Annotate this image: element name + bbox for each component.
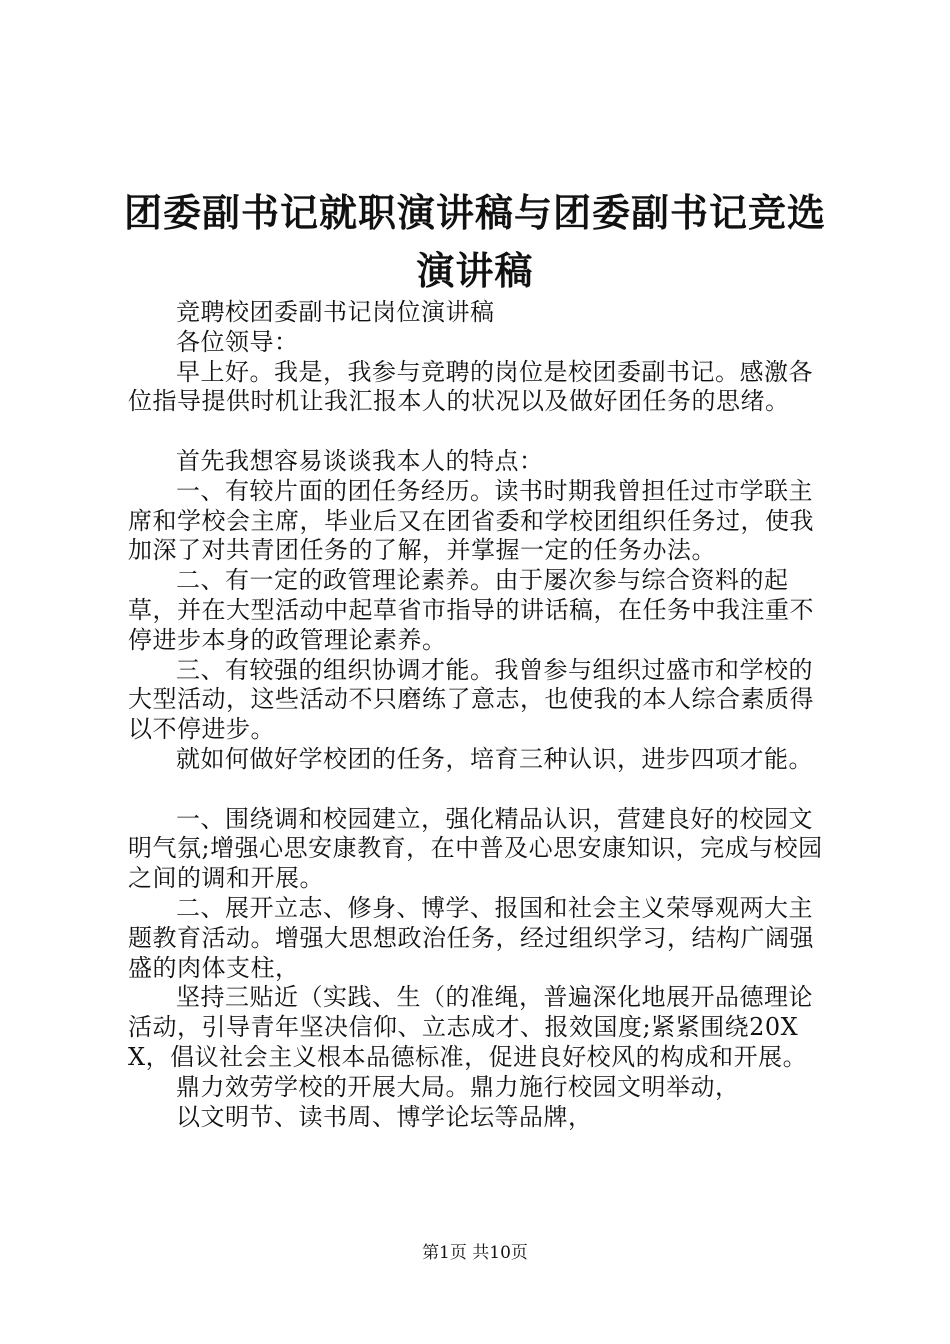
- paragraph-point-2: 二、有一定的政管理论素养。由于屡次参与综合资料的起草，并在大型活动中起草省市指导的讲话稿，在任务中我注重不停进步本身的政管理论素养。: [128, 566, 814, 654]
- document-body: [128, 298, 828, 1132]
- paragraph-plan-1: 一、围绕调和校园建立，强化精品认识，营建良好的校园文明气氛;增强心思安康教育，在中普及心思安康知识，完成与校园之间的调和开展。: [128, 804, 823, 893]
- paragraph-plan-3: 坚持三贴近（实践、生（的准绳，普遍深化地展开品德理论活动，引导青年坚决信仰、立志成才、报效国度;紧紧围绕20XX，倡议社会主义根本品德标准，促进良好校风的构成和开展。: [128, 983, 813, 1071]
- paragraph-heading: 竞聘校团委副书记岗位演讲稿: [176, 298, 495, 326]
- paragraph-salutation: 各位领导：: [176, 327, 299, 356]
- paragraph-point-1: 一、有较片面的团任务经历。读书时期我曾担任过市学联主席和学校会主席，毕业后又在团省委和学校团组织任务过，使我加深了对共青团任务的了解，并掌握一定的任务办法。: [128, 476, 814, 565]
- paragraph-gap: [128, 417, 828, 447]
- page-number-footer: 第1页 共10页: [422, 1243, 528, 1263]
- paragraph-plan-intro: 就如何做好学校团的任务，培育三种认识，进步四项才能。: [176, 744, 813, 773]
- paragraph-plan-2: 二、展开立志、修身、博学、报国和社会主义荣辱观两大主题教育活动。增强大思想政治任务，经过组织学习，结构广阔强盛的肉体支柱，: [128, 893, 814, 982]
- paragraph-plan-5: 以文明节、读书周、博学论坛等品牌，: [176, 1102, 593, 1131]
- paragraph-greeting: 早上好。我是，我参与竞聘的岗位是校团委副书记。感激各位指导提供时机让我汇报本人的状况以及做好团任务的思绪。: [128, 357, 813, 416]
- paragraph-gap: [128, 775, 828, 805]
- paragraph-intro: 首先我想容易谈谈我本人的特点：: [176, 446, 544, 475]
- paragraph-plan-4: 鼎力效劳学校的开展大局。鼎力施行校园文明举动，: [176, 1072, 740, 1101]
- document-title: 团委副书记就职演讲稿与团委副书记竞选演讲稿: [123, 190, 826, 293]
- paragraph-point-3: 三、有较强的组织协调才能。我曾参与组织过盛市和学校的大型活动，这些活动不只磨练了意志，也使我的本人综合素质得以不停进步。: [128, 655, 814, 744]
